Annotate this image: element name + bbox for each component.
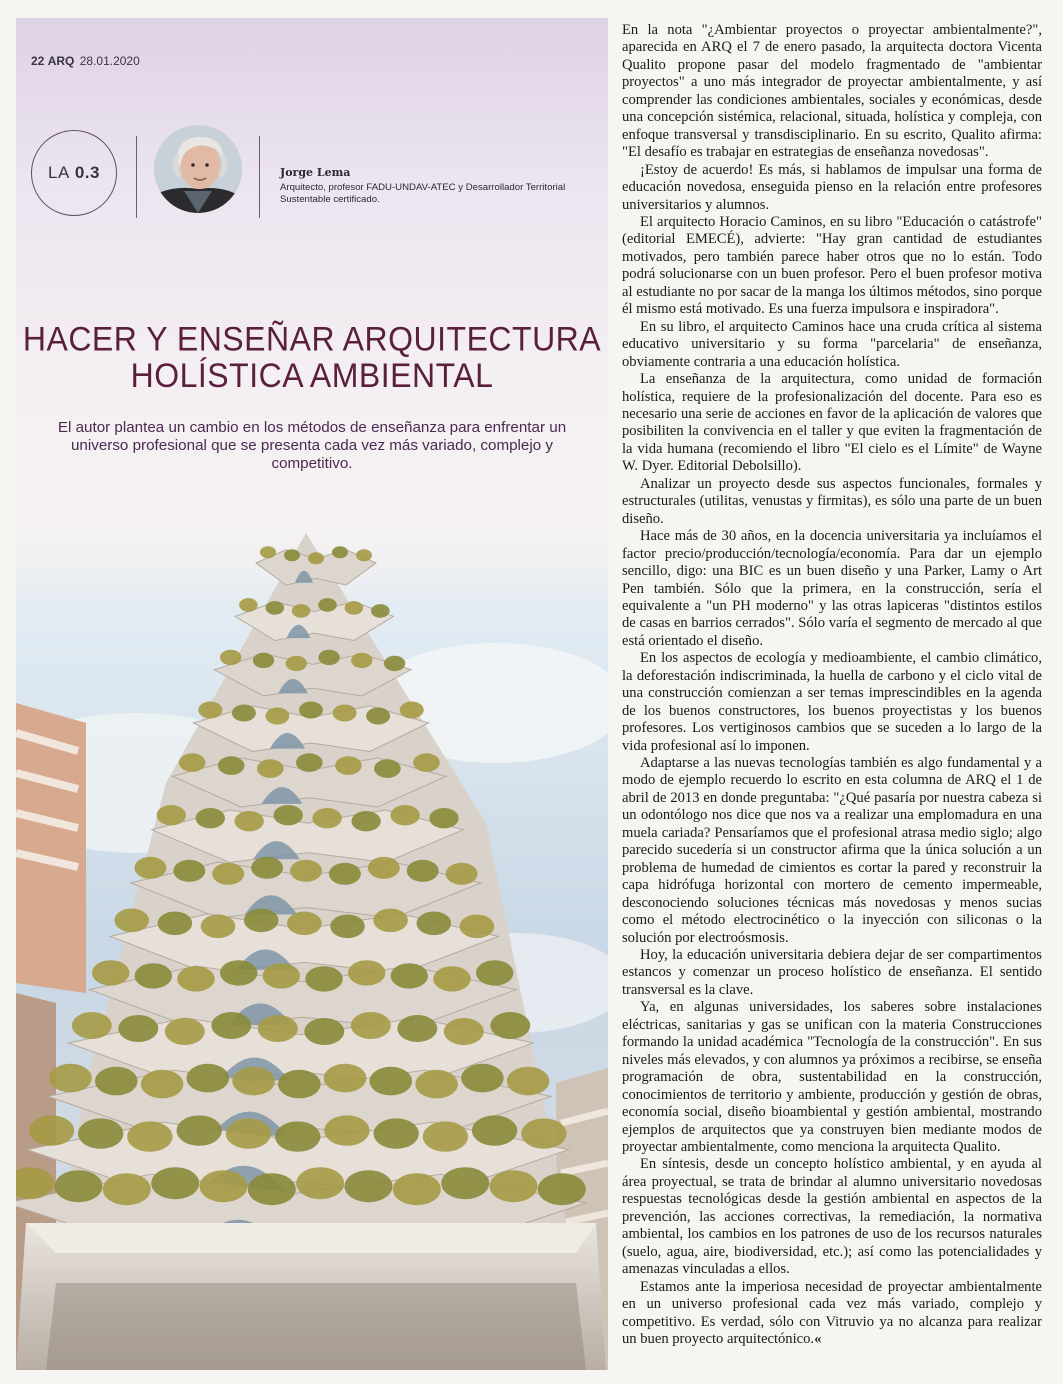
article-paragraph: Analizar un proyecto desde sus aspectos funcionales, formales y estructurales (utilitas, venustas y firmitas), es sólo una parte de un buen diseño. — [622, 475, 1042, 527]
author-photo — [154, 125, 242, 213]
article-paragraph: El arquitecto Horacio Caminos, en su libro "Educación o catástrofe" (editorial EMECÉ), advierte: "Hay gran cantidad de estudiantes motivados, pero también parece haber otros que no lo están. Todo podrá solucionarse con un buen profesor. Pero el buen profesor motiva al estudiante no por sacar de la manga los últimos métodos, sino porque él mismo está motivado. Es una fuerza impulsora e inspiradora". — [622, 213, 1042, 318]
article-paragraph: En síntesis, desde un concepto holístico ambiental, y en ayuda al área proyectual, se trata de brindar al alumno universitario novedosas respuestas tecnológicas desde la gestión ambiental en aspectos de la prevención, las acciones correctivas, la remediación, la normativa ambiental, los cambios en los patrones de uso de los recursos naturales (suelo, agua, aire, biodiversidad, etc.); así como las potencialidades y amenazas vinculadas a ellos. — [622, 1156, 1042, 1278]
article-paragraph: Hoy, la educación universitaria debiera dejar de ser compartimentos estancos y comenzar un proceso holístico de enseñanza. El sentido transversal es la clave. — [622, 947, 1042, 998]
headline-line-2: HOLÍSTICA AMBIENTAL — [130, 355, 494, 395]
folio — [31, 54, 140, 68]
divider — [136, 136, 137, 218]
building-rendering-photo — [16, 523, 608, 1370]
article-paragraph: La enseñanza de la arquitectura, como unidad de formación holística, requiere de la profesionalización del docente. Para eso es necesario una serie de acciones en favor de la aplicación de valores que posibiliten la convivencia en el taller y que eviten la fragmentación de la vida humana (recomiendo el libro "El cielo es el Límite" de Wayne W. Dyer. Editorial Debolsillo). — [622, 371, 1042, 475]
author-name: Jorge Lema — [280, 166, 351, 179]
article-paragraph: Hace más de 30 años, en la docencia universitaria ya incluíamos el factor precio/producción/tecnología/economía. Para dar un ejemplo sencillo, digo: una BIC es un buen diseño y una Parker, Lamy o Art Pen también. Sólo que la primera, en la construcción, sería el equivalente a "un PH moderno" y las otras lapiceras "distintos estilos de casas en barrios cerrados". Sólo varía el segmento de mercado al que está orientado el diseño. — [622, 528, 1042, 649]
article-paragraph-text: Estamos ante la imperiosa necesidad de proyectar ambientalmente en un universo profesional cada vez más variado, complejo y competitivo. Es verdad, sólo con Vitruvio ya no alcanza para realizar un buen proyecto arquitectónico. — [622, 1278, 1042, 1347]
headline — [16, 320, 608, 393]
author-byline — [280, 166, 600, 206]
article-paragraph: En su libro, el arquitecto Caminos hace una cruda crítica al sistema educativo universitario y su forma "parcelaria" de enseñanza, obviamente contraria a una educación holística. — [622, 318, 1042, 370]
column-badge — [31, 130, 117, 216]
section-name: ARQ — [47, 54, 75, 68]
end-mark: « — [814, 1330, 822, 1347]
page-number: 22 — [31, 54, 45, 68]
column-badge-prefix: LA — [48, 163, 70, 182]
article-body — [622, 22, 1042, 1348]
author-bio: Arquitecto, profesor FADU-UNDAV-ATEC y Desarrollador Territorial Sustentable certificado. — [280, 182, 566, 205]
article-paragraph: ¡Estoy de acuerdo! Es más, si hablamos de impulsar una forma de educación novedosa, enseguida pienso en la relación entre profesores universitarios y alumnos. — [622, 161, 1042, 213]
divider — [259, 136, 260, 218]
article-paragraph-last — [622, 1279, 1042, 1349]
left-panel — [16, 18, 608, 1370]
article-paragraph: En la nota "¿Ambientar proyectos o proyectar ambientalmente?", aparecida en ARQ el 7 de enero pasado, la arquitecta doctora Vicenta Qualito propone pasar del modelo fragmentado de "ambientar proyectos" a uno más integrador de proyectar ambientalmente, y así comprender las condiciones ambientales, sociales y económicas, desde una concepción sistémica, relacional, situada, holística y compleja, con enfoque transversal y transdisciplinario. En su escrito, Qualito afirma: "El desafío es trabajar en estrategias de enseñanza novedosas". — [622, 22, 1042, 161]
deck: El autor plantea un cambio en los métodos de enseñanza para enfrentar un universo profesional que se presenta cada vez más variado, complejo y competitivo. — [57, 419, 567, 472]
article-paragraph: En los aspectos de ecología y medioambiente, el cambio climático, la deforestación indiscriminada, la huella de carbono y el ciclo vital de una construcción comienzan a ser temas imprescindibles en la agenda de los buenos constructores, los buenos proyectistas y los buenos profesores. Los vertiginosos cambios que se suceden a lo largo de la vida profesional así lo imponen. — [622, 650, 1042, 754]
article-paragraph: Adaptarse a las nuevas tecnologías también es algo fundamental y a modo de ejemplo recuerdo lo escrito en esta columna de ARQ el 1 de abril de 2013 en donde preguntaba: "¿Qué pasaría por nuestra cabeza si un odontólogo nos dice que nos va a realizar una emplomadura en una muela cariada? Pensaríamos que el profesional atrasa medio siglo; algo parecido sucedería si un constructor afirma que la única solución a un problema de humedad de cimientos es cortar la pared y reconstruir la capa hidrófuga horizontal con mortero de cemento impermeable, desconociendo soluciones técnicas más novedosas y menos sucias como el método electrocinético o la inyección con siliconas o la solución por electroósmosis. — [622, 755, 1042, 946]
article-paragraph: Ya, en algunas universidades, los saberes sobre instalaciones eléctricas, sanitarias y gas se unifican con la materia Construcciones formando la unidad académica "Tecnología de la construcción". En sus niveles más elevados, y con alumnos ya próximos a recibirse, se enseña programación de obra, sustentabilidad en la construcción, conocimientos de territorio y ambiente, producción y gestión de obras, economía social, diseño bioambiental y gestión ambiental, mostrando ejemplos de arquitectos que ya construyen bien mediante modos de proyectar ambientalmente, como menciona la arquitecta Qualito. — [622, 999, 1042, 1155]
issue-date: 28.01.2020 — [79, 54, 140, 68]
headline-line-1: HACER Y ENSEÑAR ARQUITECTURA — [22, 319, 602, 359]
column-badge-number: 0.3 — [74, 163, 100, 182]
